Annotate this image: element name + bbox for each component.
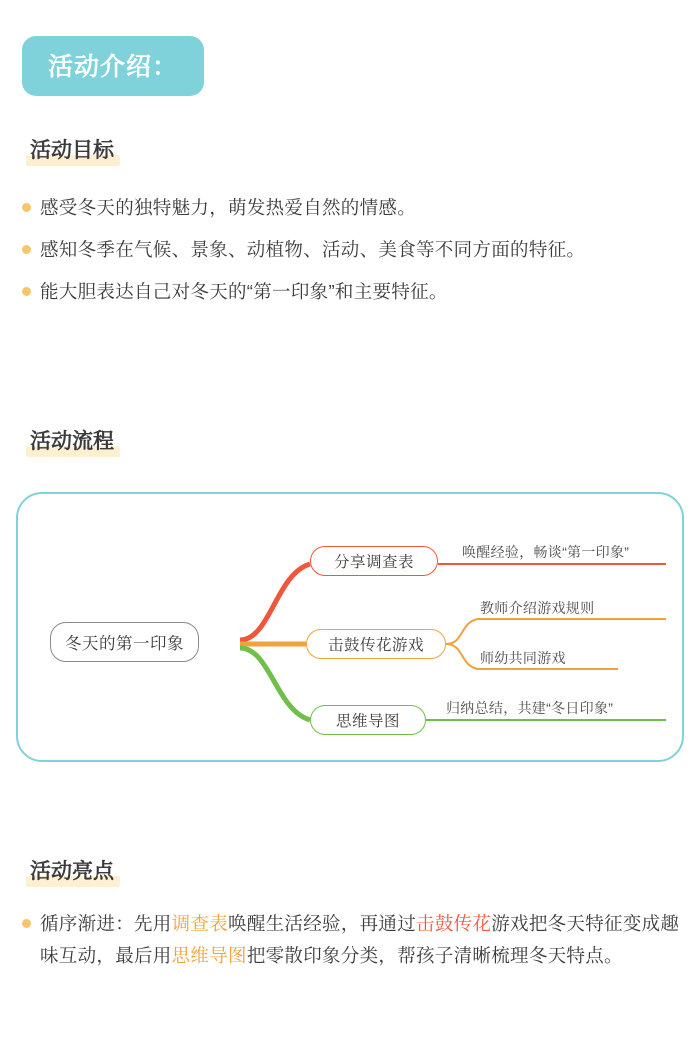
list-item (22, 192, 682, 224)
list-item (22, 908, 682, 972)
highlight-part-4: 把零散印象分类，帮孩子清晰梳理冬天特点。 (246, 945, 623, 966)
section-heading-goal (26, 134, 118, 166)
list-item (22, 276, 682, 308)
mindmap-leaf-label-2-2: 师幼共同游戏 (480, 650, 566, 666)
goal-text: 感知冬季在气候、景象、动植物、活动、美食等不同方面的特征。 (40, 239, 586, 260)
bullet-dot-icon (22, 919, 31, 928)
goal-text: 能大胆表达自己对冬天的“第一印象”和主要特征。 (40, 281, 448, 302)
section-heading-highlight-text: 活动亮点 (30, 855, 114, 885)
goal-text: 感受冬天的独特魅力，萌发热爱自然的情感。 (40, 197, 417, 218)
mindmap-container (16, 492, 684, 762)
highlight-part-3: 游戏把冬天特征变成趣味互动，最后用 (40, 913, 680, 966)
bullet-dot-icon (22, 245, 31, 254)
mindmap-leaf-label-1-1: 唤醒经验，畅谈“第一印象” (462, 544, 630, 560)
bullet-dot-icon (22, 203, 31, 212)
bullet-dot-icon (22, 287, 31, 296)
section-heading-flow-text: 活动流程 (30, 425, 114, 455)
highlight-part-1: 循序渐进：先用 (40, 913, 172, 934)
highlight-part-2: 唤醒生活经验，再通过 (228, 913, 417, 934)
mindmap-leaf-label-3-1: 归纳总结，共建“冬日印象” (446, 700, 614, 716)
mindmap-branch-node-2[interactable]: 击鼓传花游戏 (306, 629, 446, 659)
list-item (22, 234, 682, 266)
section-heading-highlight (26, 855, 118, 887)
goal-list (22, 192, 682, 318)
highlight-keyword-2: 击鼓传花 (416, 913, 492, 934)
section-heading-goal-text: 活动目标 (30, 134, 114, 164)
mindmap-root-node[interactable]: 冬天的第一印象 (50, 622, 199, 662)
mindmap-branch-node-3[interactable]: 思维导图 (310, 705, 426, 735)
mindmap-leaf-label-2-1: 教师介绍游戏规则 (480, 600, 595, 616)
highlight-list (22, 908, 682, 982)
mindmap-branch-node-1[interactable]: 分享调查表 (310, 546, 438, 576)
page-title: 活动介绍： (22, 36, 204, 96)
highlight-keyword-3: 思维导图 (171, 945, 247, 966)
section-heading-flow (26, 425, 118, 457)
highlight-text (40, 908, 682, 972)
highlight-keyword-1: 调查表 (171, 913, 229, 934)
